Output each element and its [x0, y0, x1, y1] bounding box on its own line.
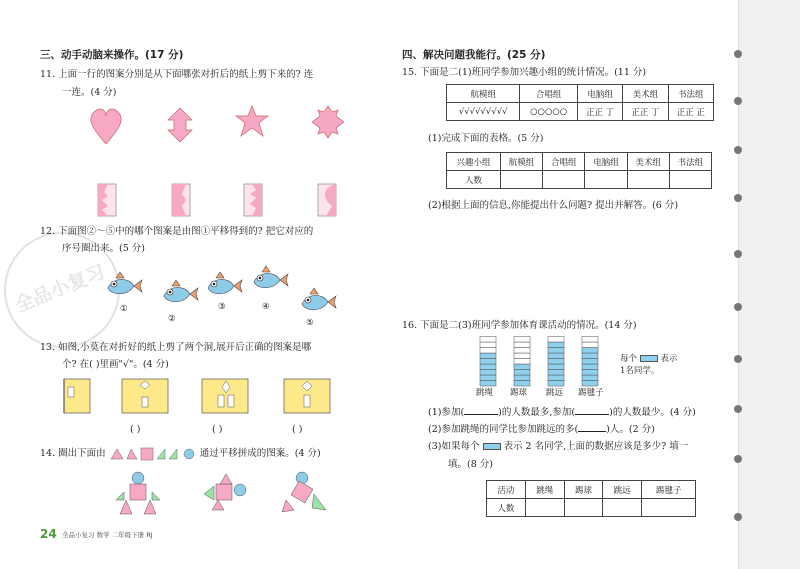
activity-input-cell[interactable] [642, 499, 696, 517]
chart-cell [548, 337, 564, 343]
folded-paper-4 [318, 184, 336, 216]
count-header: 书法组 [669, 153, 711, 171]
count-input-cell[interactable] [627, 171, 669, 189]
activity-header: 踢球 [564, 481, 603, 499]
chart-cell [480, 342, 496, 348]
footer-text: 全品小复习 数学 二年级下册 RJ [62, 531, 153, 539]
fish-2 [164, 280, 198, 302]
count-header: 兴趣小组 [447, 153, 501, 171]
page-number: 24 [40, 527, 57, 541]
chart-cell [514, 359, 530, 365]
star-shape [236, 106, 268, 136]
fish-1 [108, 272, 142, 294]
activity-table [486, 480, 696, 517]
tally-header: 美术组 [623, 85, 668, 103]
activity-input-cell[interactable] [525, 499, 564, 517]
chart-cell [480, 348, 496, 354]
activity-header: 踢毽子 [642, 481, 696, 499]
q16-cell-chart [476, 334, 606, 388]
folded-paper-1 [98, 184, 116, 216]
chart-cell [480, 375, 496, 381]
q14-figures [110, 470, 350, 520]
fish-5 [302, 288, 336, 310]
q16-title: 16. 下面是二(3)班同学参加体育课活动的情况。(14 分) [402, 320, 637, 331]
tally-cell: 正正 丁 [623, 103, 668, 121]
tally-cell: 正正 丁 [577, 103, 622, 121]
q15-title: 15. 下面是二(1)班同学参加兴趣小组的统计情况。(11 分) [402, 67, 647, 78]
q13-line1: 13. 如图,小莫在对折好的纸上剪了两个洞,展开后正确的图案是哪 [40, 342, 312, 353]
q13-line2: 个? 在( )里画"√"。(4 分) [62, 359, 169, 370]
q11-shapes [86, 104, 376, 224]
fish-4 [254, 266, 288, 288]
chart-cell [548, 359, 564, 365]
q16-part2 [428, 421, 655, 438]
cross-arrow-shape [168, 108, 192, 142]
fish-label-5: ⑤ [306, 318, 314, 328]
q16-part1 [428, 404, 696, 421]
q16-2b: )人。(2 分) [606, 424, 655, 435]
tally-cell: 正正 正 [668, 103, 713, 121]
bar-label-football: 踢球 [510, 388, 528, 398]
chart-cell [514, 375, 530, 381]
q16-1c: )的人数最少。(4 分) [609, 407, 696, 418]
binder-hole [734, 250, 742, 258]
legend [620, 352, 677, 376]
q15-part1: (1)完成下面的表格。(5 分) [428, 133, 544, 144]
q12-line2: 序号圈出来。(5 分) [62, 243, 145, 254]
q14-text-b: 通过平移拼成的图案。(4 分) [199, 448, 321, 459]
legend-text-3: 1名同学。 [620, 366, 660, 376]
binder-hole [734, 405, 742, 413]
activity-header: 活动 [487, 481, 526, 499]
robot-figure-b [204, 474, 246, 510]
chart-cell [480, 370, 496, 376]
section-4-title: 四、解决问题我能行。(25 分) [402, 49, 546, 61]
count-header: 合唱组 [543, 153, 585, 171]
folded-paper-original [64, 379, 90, 413]
q11-line1: 11. 上面一行的图案分别是从下面哪张对折后的纸上剪下来的? 连 [40, 69, 314, 80]
unfolded-paper-b [202, 379, 248, 413]
chart-cell [514, 342, 530, 348]
fish-label-1: ① [120, 304, 128, 314]
chart-cell [582, 375, 598, 381]
chart-cell [548, 348, 564, 354]
count-input-cell[interactable] [585, 171, 627, 189]
q14-text [40, 446, 321, 462]
robot-figure-c [282, 472, 326, 512]
q13-answer-c[interactable]: ( ) [292, 424, 303, 435]
binder-strip [738, 0, 800, 569]
legend-cell-icon [640, 355, 658, 362]
tally-header: 电脑组 [577, 85, 622, 103]
chart-cell [582, 348, 598, 354]
chart-cell [514, 353, 530, 359]
q16-blank-most[interactable] [464, 404, 498, 415]
count-row-label: 人数 [447, 171, 501, 189]
chart-cell [514, 337, 530, 343]
chart-cell [480, 364, 496, 370]
cell-icon-inline [483, 443, 501, 450]
section-3-title: 三、动手动脑来操作。(17 分) [40, 49, 184, 61]
binder-hole [734, 303, 742, 311]
chart-cell [480, 337, 496, 343]
tally-cell: √√√√√√√√√ [447, 103, 520, 121]
chart-cell [480, 353, 496, 359]
folded-paper-2 [172, 184, 190, 216]
chart-cell [582, 342, 598, 348]
q12-line1: 12. 下面图②～⑤中的哪个图案是由图①平移得到的? 把它对应的 [40, 226, 314, 237]
chart-cell [582, 370, 598, 376]
folded-paper-3 [244, 184, 262, 216]
chart-cell [548, 364, 564, 370]
q16-1a: (1)参加( [428, 407, 465, 418]
chart-cell [582, 353, 598, 359]
binder-hole [734, 194, 742, 202]
bar-label-jump-rope: 跳绳 [476, 388, 494, 398]
binder-hole [734, 146, 742, 154]
chart-cell [548, 353, 564, 359]
tally-cell: ○○○○○ [520, 103, 578, 121]
chart-cell [582, 364, 598, 370]
unfolded-paper-a [122, 379, 168, 413]
activity-header: 跳绳 [525, 481, 564, 499]
activity-header: 跳远 [603, 481, 642, 499]
q16-3b: 表示 2 名同学,上面的数据应该是多少? 填一 [503, 441, 689, 452]
watermark-text: 全品小复习 [11, 260, 109, 317]
count-table [446, 152, 712, 189]
q15-part2: (2)根据上面的信息,你能提出什么问题? 提出并解答。(6 分) [428, 200, 679, 211]
binder-hole [734, 97, 742, 105]
chart-cell [548, 370, 564, 376]
q13-answer-a[interactable]: ( ) [130, 424, 141, 435]
chart-cell [582, 337, 598, 343]
count-header: 电脑组 [585, 153, 627, 171]
q16-2a: (2)参加跳绳的同学比参加跳远的多( [428, 424, 579, 435]
tally-header: 合唱组 [520, 85, 578, 103]
count-input-cell[interactable] [543, 171, 585, 189]
q16-blank-diff[interactable] [578, 421, 606, 432]
q16-1b: )的人数最多,参加( [498, 407, 576, 418]
activity-input-cell[interactable] [564, 499, 603, 517]
chart-cell [514, 364, 530, 370]
activity-input-cell[interactable] [603, 499, 642, 517]
q13-answer-b[interactable]: ( ) [212, 424, 223, 435]
q16-blank-least[interactable] [575, 404, 609, 415]
count-input-cell[interactable] [669, 171, 711, 189]
q11-line2: 一连。(4 分) [62, 87, 117, 98]
robot-figure-a [116, 472, 160, 514]
binder-hole [734, 50, 742, 58]
fish-3 [208, 272, 242, 294]
q16-3a: (3)如果每个 [428, 441, 480, 452]
legend-text-1: 每个 [620, 354, 638, 364]
q16-part3 [428, 439, 688, 455]
binder-hole [734, 355, 742, 363]
snowflake-shape [312, 106, 344, 138]
fish-label-4: ④ [262, 302, 270, 312]
binder-hole [734, 513, 742, 521]
chart-cell [480, 359, 496, 365]
heart-shape [91, 109, 121, 144]
activity-row-label: 人数 [487, 499, 526, 517]
chart-cell [514, 348, 530, 354]
chart-cell [548, 375, 564, 381]
q13-papers [60, 377, 350, 417]
binder-hole [734, 455, 742, 463]
fish-label-2: ② [168, 314, 176, 324]
chart-cell [582, 359, 598, 365]
chart-cell [548, 342, 564, 348]
legend-text-2: 表示 [660, 354, 678, 364]
tally-header: 航模组 [447, 85, 520, 103]
count-header: 航模组 [500, 153, 542, 171]
q14-pieces [109, 447, 197, 461]
count-input-cell[interactable] [500, 171, 542, 189]
unfolded-paper-c [284, 379, 330, 413]
fish-label-3: ③ [218, 302, 226, 312]
tally-table [446, 84, 714, 121]
q16-part3-cont: 填。(8 分) [448, 459, 493, 470]
bar-label-shuttlecock: 踢毽子 [578, 388, 604, 398]
bar-label-long-jump: 跳远 [546, 388, 564, 398]
count-header: 美术组 [627, 153, 669, 171]
q14-text-a: 14. 圈出下面由 [40, 448, 106, 459]
q12-fish-group [100, 262, 340, 334]
tally-header: 书法组 [668, 85, 713, 103]
chart-cell [514, 370, 530, 376]
